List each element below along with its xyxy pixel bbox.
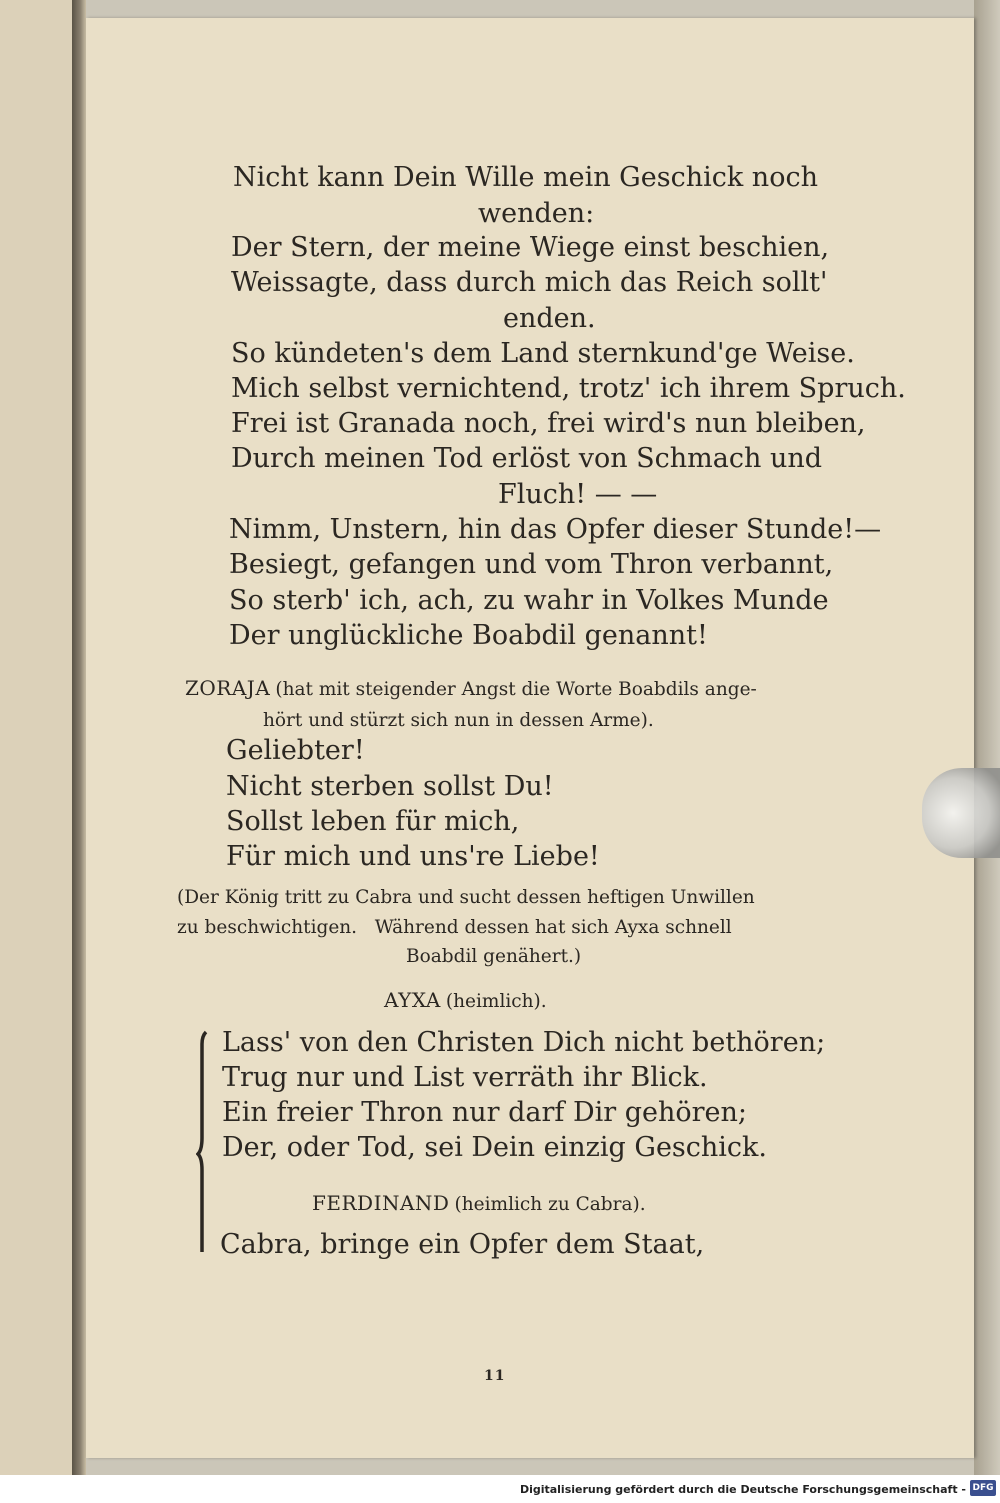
poem-line: Nicht kann Dein Wille mein Geschick noch <box>233 162 818 193</box>
verse-line: Geliebter! <box>226 735 365 766</box>
digitization-footer <box>0 1475 1000 1503</box>
stage-direction: (heimlich). <box>445 991 547 1012</box>
poem-line: Mich selbst vernichtend, trotz' ich ihrem Spruch. <box>231 373 906 404</box>
speaker-line <box>185 678 757 700</box>
verse-line: Ein freier Thron nur darf Dir gehören; <box>222 1097 748 1128</box>
verse-line: Sollst leben für mich, <box>226 806 520 837</box>
verse-line: Lass' von den Christen Dich nicht bethören; <box>222 1027 826 1058</box>
stage-direction: (Der König tritt zu Cabra und sucht dessen heftigen Unwillen <box>177 887 755 908</box>
speaker-ayxa: AYXA <box>384 988 441 1012</box>
poem-line: Weissagte, dass durch mich das Reich sollt' <box>231 267 828 298</box>
page-number: 11 <box>484 1368 506 1384</box>
stage-direction: Boabdil genähert.) <box>406 946 582 967</box>
verse-line: Der, oder Tod, sei Dein einzig Geschick. <box>222 1132 767 1163</box>
poem-line: So sterb' ich, ach, zu wahr in Volkes Munde <box>229 585 829 616</box>
stage-direction: (hat mit steigender Angst die Worte Boabdils ange- <box>275 679 757 700</box>
footer-credit: Digitalisierung gefördert durch die Deutsche Forschungsgemeinschaft - <box>519 1483 966 1496</box>
poem-line: Durch meinen Tod erlöst von Schmach und <box>231 443 823 474</box>
verse-line: Für mich und uns're Liebe! <box>226 841 600 872</box>
verse-line: Nicht sterben sollst Du! <box>226 771 554 802</box>
brace-bracket <box>196 1030 212 1255</box>
verse-line: Cabra, bringe ein Opfer dem Staat, <box>220 1229 705 1260</box>
poem-line: Nimm, Unstern, hin das Opfer dieser Stunde!— <box>229 514 882 545</box>
speaker-line <box>312 1193 646 1215</box>
speaker-ferdinand: FERDINAND <box>312 1191 450 1215</box>
dfg-logo-icon: DFG <box>970 1480 996 1496</box>
stage-direction: zu beschwichtigen. Während dessen hat sich Ayxa schnell <box>177 917 732 938</box>
poem-line: Besiegt, gefangen und vom Thron verbannt, <box>229 549 834 580</box>
poem-line: Der Stern, der meine Wiege einst beschien, <box>231 232 830 263</box>
book-gutter <box>72 0 86 1475</box>
poem-line: wenden: <box>478 198 595 229</box>
poem-line: Der unglückliche Boabdil genannt! <box>229 620 708 651</box>
poem-line: Frei ist Granada noch, frei wird's nun bleiben, <box>231 408 866 439</box>
speaker-line <box>384 990 547 1012</box>
verse-line: Trug nur und List verräth ihr Blick. <box>222 1062 708 1093</box>
speaker-zoraja: ZORAJA <box>185 676 271 700</box>
poem-line: So kündeten's dem Land sternkund'ge Weise. <box>231 338 855 369</box>
stage-direction: hört und stürzt sich nun in dessen Arme). <box>263 710 654 731</box>
poem-line: enden. <box>503 303 596 334</box>
left-page-edge <box>0 0 72 1475</box>
page-clip <box>922 768 1000 858</box>
stage-direction: (heimlich zu Cabra). <box>454 1194 646 1215</box>
poem-line: Fluch! — — <box>498 479 658 510</box>
page-stack-edge <box>974 0 1000 1475</box>
